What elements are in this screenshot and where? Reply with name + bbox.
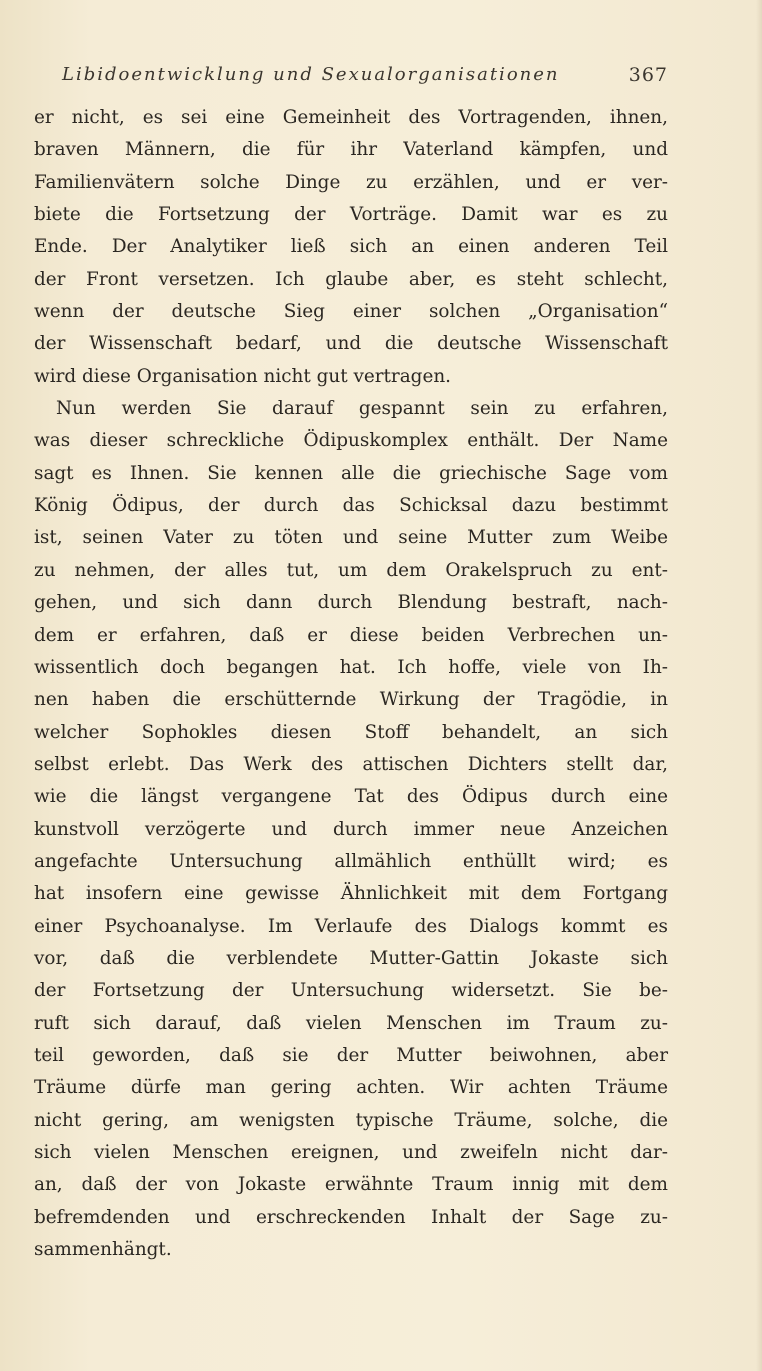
text-line: wenn der deutsche Sieg einer solchen „Organisation“	[34, 301, 668, 323]
text-line: teil geworden, daß sie der Mutter beiwohnen, aber	[34, 1044, 668, 1066]
text-line: der Fortsetzung der Untersuchung widersetzt. Sie be-	[34, 980, 668, 1002]
text-line: sagt es Ihnen. Sie kennen alle die griechische Sage vom	[34, 462, 668, 484]
running-head	[62, 60, 668, 90]
text-line: welcher Sophokles diesen Stoff behandelt, an sich	[34, 721, 668, 743]
text-line: ruft sich darauf, daß vielen Menschen im Traum zu-	[34, 1012, 668, 1034]
body-text	[34, 102, 668, 1266]
text-line: dem er erfahren, daß er diese beiden Verbrechen un-	[34, 624, 668, 646]
text-line: nen haben die erschütternde Wirkung der Tragödie, in	[34, 689, 668, 711]
text-line: zu nehmen, der alles tut, um dem Orakelspruch zu ent-	[34, 559, 668, 581]
text-line: sich vielen Menschen ereignen, und zweifeln nicht dar-	[34, 1142, 668, 1163]
text-line: der Front versetzen. Ich glaube aber, es steht schlecht,	[34, 268, 668, 290]
text-line: König Ödipus, der durch das Schicksal dazu bestimmt	[34, 495, 668, 517]
text-line: wissentlich doch begangen hat. Ich hoffe, viele von Ih-	[34, 656, 668, 678]
text-line: ist, seinen Vater zu töten und seine Mutter zum Weibe	[34, 527, 668, 549]
text-line: einer Psychoanalyse. Im Verlaufe des Dialogs kommt es	[34, 915, 668, 937]
text-line: was dieser schreckliche Ödipuskomplex enthält. Der Name	[34, 430, 668, 452]
text-line: biete die Fortsetzung der Vorträge. Damit war es zu	[34, 204, 668, 226]
text-line: kunstvoll verzögerte und durch immer neue Anzeichen	[34, 818, 668, 840]
text-line: hat insofern eine gewisse Ähnlichkeit mit dem Fortgang	[34, 883, 668, 905]
text-line: wie die längst vergangene Tat des Ödipus durch eine	[34, 786, 668, 808]
text-line: angefachte Untersuchung allmählich enthüllt wird; es	[34, 850, 668, 872]
paragraph-1	[34, 102, 668, 393]
text-line: gehen, und sich dann durch Blendung bestraft, nach-	[34, 592, 668, 614]
text-line: selbst erlebt. Das Werk des attischen Dichters stellt dar,	[34, 753, 668, 775]
running-title: Libidoentwicklung und Sexualorganisationen	[62, 64, 560, 85]
text-line: vor, daß die verblendete Mutter-Gattin Jokaste sich	[34, 947, 668, 969]
text-line: Ende. Der Analytiker ließ sich an einen anderen Teil	[34, 236, 668, 258]
text-line: nicht gering, am wenigsten typische Träume, solche, die	[34, 1109, 668, 1131]
text-line: wird diese Organisation nicht gut vertragen.	[34, 365, 452, 387]
text-line: an, daß der von Jokaste erwähnte Traum innig mit dem	[34, 1174, 668, 1196]
text-line: er nicht, es sei eine Gemeinheit des Vortragenden, ihnen,	[34, 107, 668, 128]
text-line: sammenhängt.	[34, 1239, 172, 1261]
text-line: Nun werden Sie darauf gespannt sein zu erfahren,	[56, 398, 668, 420]
text-line: befremdenden und erschreckenden Inhalt der Sage zu-	[34, 1206, 668, 1228]
paragraph-2	[34, 393, 668, 1266]
text-line: der Wissenschaft bedarf, und die deutsche Wissenschaft	[34, 333, 668, 355]
text-line: Träume dürfe man gering achten. Wir achten Träume	[34, 1077, 668, 1099]
text-line: Familienvätern solche Dinge zu erzählen, und er ver-	[34, 171, 668, 193]
text-line: braven Männern, die für ihr Vaterland kämpfen, und	[34, 139, 668, 161]
page-number: 367	[628, 64, 668, 86]
